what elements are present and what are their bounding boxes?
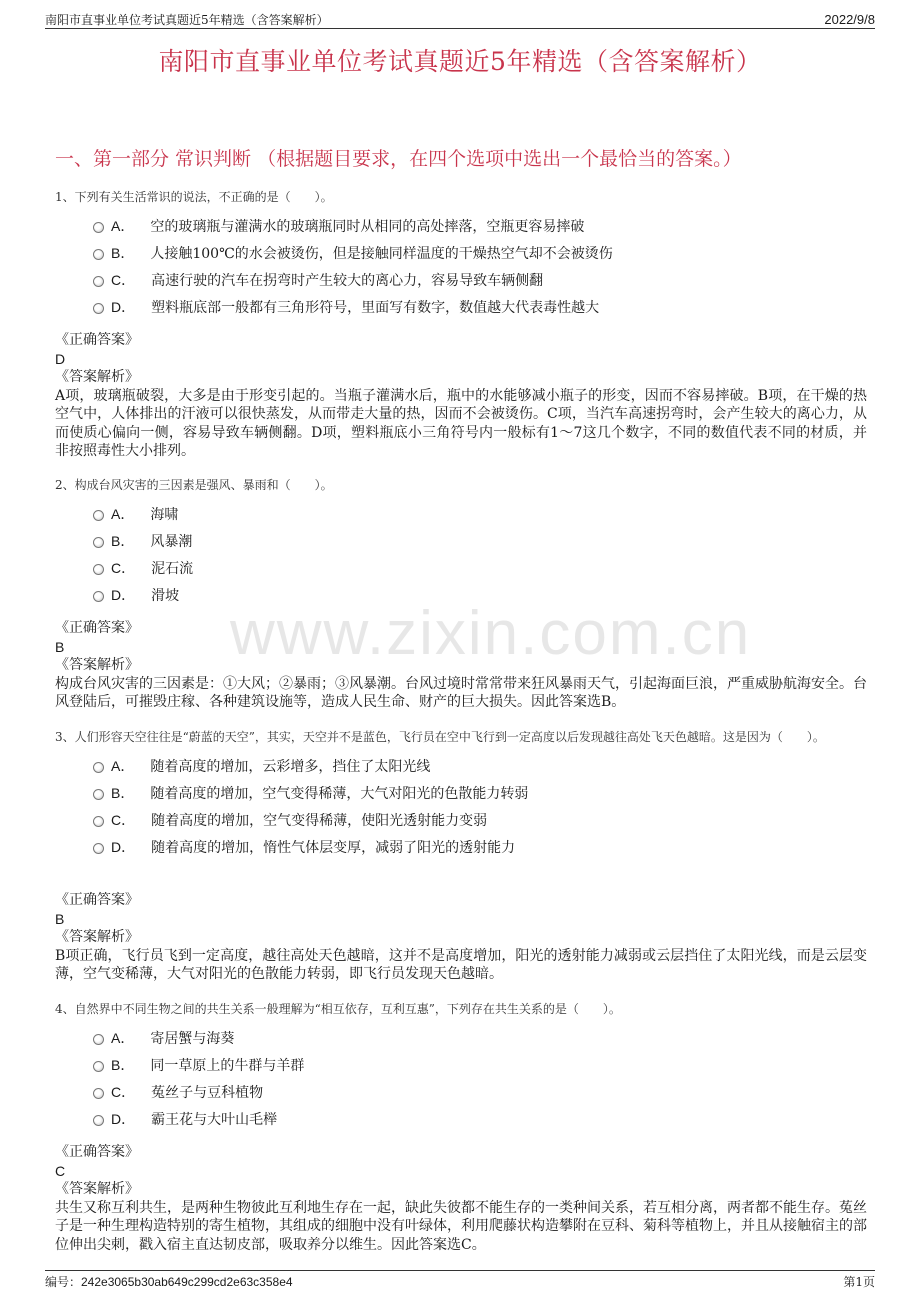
question-1 xyxy=(55,188,867,320)
option-text: 随着高度的增加，空气变得稀薄，使阳光透射能力变弱 xyxy=(151,812,488,829)
explanation-text: 构成台风灾害的三因素是：①大风；②暴雨；③风暴潮。台风过境时常常带来狂风暴雨天气，引起海面巨浪，严重威胁航海安全。台风登陆后，可摧毁庄稼、各种建筑设施等，造成人民生命、财产的巨大损失。因此答案选B。 xyxy=(55,675,867,710)
option-d[interactable] xyxy=(55,1105,867,1132)
option-text: 滑坡 xyxy=(151,587,180,604)
option-d[interactable] xyxy=(55,293,867,320)
option-letter: C． xyxy=(111,271,136,288)
question-2 xyxy=(55,476,867,608)
option-b[interactable] xyxy=(55,1051,867,1078)
answer-label: 《正确答案》 xyxy=(55,332,139,348)
radio-icon[interactable] xyxy=(93,816,104,827)
explanation-label: 《答案解析》 xyxy=(55,657,139,673)
answer-label: 《正确答案》 xyxy=(55,892,139,908)
explanation-label: 《答案解析》 xyxy=(55,1181,139,1197)
option-letter: A． xyxy=(111,505,135,522)
option-a[interactable] xyxy=(55,500,867,527)
radio-icon[interactable] xyxy=(93,537,104,548)
explanation-text: 共生又称互利共生，是两种生物彼此互利地生存在一起，缺此失彼都不能生存的一类种间关系，若互相分离，两者都不能生存。菟丝子是一种生理构造特别的寄生植物，其组成的细胞中没有叶绿体，利用爬藤状构造攀附在豆科、菊科等植物上，并且从接触宿主的部位伸出尖刺，戳入宿主直达韧皮部，吸取养分以维生。因此答案选C。 xyxy=(55,1199,867,1253)
radio-icon[interactable] xyxy=(93,564,104,575)
radio-icon[interactable] xyxy=(93,1061,104,1072)
question-3 xyxy=(55,728,867,860)
section-heading: 一、第一部分 常识判断 （根据题目要求，在四个选项中选出一个最恰当的答案。） xyxy=(55,148,742,170)
option-letter: B． xyxy=(111,784,135,801)
option-letter: D． xyxy=(111,838,136,855)
radio-icon[interactable] xyxy=(93,510,104,521)
radio-icon[interactable] xyxy=(93,1115,104,1126)
radio-icon[interactable] xyxy=(93,591,104,602)
correct-answer: B xyxy=(55,910,65,927)
answer-2 xyxy=(55,619,867,712)
option-c[interactable] xyxy=(55,554,867,581)
option-text: 菟丝子与豆科植物 xyxy=(151,1084,264,1101)
radio-icon[interactable] xyxy=(93,222,104,233)
option-text: 霸王花与大叶山毛榉 xyxy=(151,1111,278,1128)
option-d[interactable] xyxy=(55,581,867,608)
option-letter: D． xyxy=(111,586,136,603)
question-stem: 4、自然界中不同生物之间的共生关系一般理解为“相互依存，互利互惠”，下列存在共生关系的是（ ）。 xyxy=(55,1002,621,1016)
answer-3 xyxy=(55,891,867,984)
option-list xyxy=(55,1024,867,1132)
option-letter: C． xyxy=(111,559,136,576)
radio-icon[interactable] xyxy=(93,1034,104,1045)
option-text: 同一草原上的牛群与羊群 xyxy=(150,1057,305,1074)
radio-icon[interactable] xyxy=(93,249,104,260)
option-text: 随着高度的增加，云彩增多，挡住了太阳光线 xyxy=(150,758,431,775)
option-list xyxy=(55,500,867,608)
option-list xyxy=(55,212,867,320)
page-number: 第1页 xyxy=(843,1275,875,1289)
explanation-text: B项正确，飞行员飞到一定高度，越往高处天色越暗，这并不是高度增加，阳光的透射能力减弱或云层挡住了太阳光线，而是云层变薄，空气变稀薄，大气对阳光的色散能力转弱，即飞行员发现天色越暗。 xyxy=(55,947,867,982)
explanation-label: 《答案解析》 xyxy=(55,369,139,385)
page-header xyxy=(45,8,875,29)
question-4 xyxy=(55,1000,867,1132)
radio-icon[interactable] xyxy=(93,843,104,854)
option-letter: C． xyxy=(111,1083,136,1100)
question-stem: 1、下列有关生活常识的说法，不正确的是（ ）。 xyxy=(55,190,333,204)
radio-icon[interactable] xyxy=(93,789,104,800)
answer-4 xyxy=(55,1143,867,1254)
option-letter: B． xyxy=(111,1056,135,1073)
answer-1 xyxy=(55,331,867,461)
option-d[interactable] xyxy=(55,833,867,860)
radio-icon[interactable] xyxy=(93,276,104,287)
answer-label: 《正确答案》 xyxy=(55,620,139,636)
question-stem: 3、人们形容天空往往是“蔚蓝的天空”，其实，天空并不是蓝色，飞行员在空中飞行到一定高度以后发现越往高处飞天色越暗。这是因为（ ）。 xyxy=(55,730,825,744)
option-letter: D． xyxy=(111,1110,136,1127)
option-text: 塑料瓶底部一般都有三角形符号，里面写有数字，数值越大代表毒性越大 xyxy=(151,299,600,316)
option-letter: B． xyxy=(111,244,135,261)
document-code: 编号：242e3065b30ab649c299cd2e63c358e4 xyxy=(45,1275,293,1289)
option-list xyxy=(55,752,867,860)
header-date: 2022/9/8 xyxy=(824,12,875,27)
header-doc-name: 南阳市直事业单位考试真题近5年精选（含答案解析） xyxy=(45,13,329,27)
option-c[interactable] xyxy=(55,1078,867,1105)
option-letter: A． xyxy=(111,217,135,234)
radio-icon[interactable] xyxy=(93,762,104,773)
option-a[interactable] xyxy=(55,1024,867,1051)
explanation-text: A项，玻璃瓶破裂，大多是由于形变引起的。当瓶子灌满水后，瓶中的水能够减小瓶子的形变，因而不容易摔破。B项，在干燥的热空气中，人体排出的汗液可以很快蒸发，从而带走大量的热，因而不会被烫伤。C项，当汽车高速拐弯时，会产生较大的离心力，从而使质心偏向一侧，容易导致车辆侧翻。D项，塑料瓶底小三角符号内一般标有1～7这几个数字，不同的数值代表不同的材质，并非按照毒性大小排列。 xyxy=(55,387,867,459)
radio-icon[interactable] xyxy=(93,1088,104,1099)
option-text: 海啸 xyxy=(150,506,179,523)
option-letter: A． xyxy=(111,757,135,774)
option-text: 寄居蟹与海葵 xyxy=(150,1030,235,1047)
option-text: 空的玻璃瓶与灌满水的玻璃瓶同时从相同的高处摔落，空瓶更容易摔破 xyxy=(150,218,585,235)
option-c[interactable] xyxy=(55,806,867,833)
document-title: 南阳市直事业单位考试真题近5年精选（含答案解析） xyxy=(158,47,762,76)
option-text: 泥石流 xyxy=(151,560,194,577)
option-a[interactable] xyxy=(55,752,867,779)
answer-label: 《正确答案》 xyxy=(55,1144,139,1160)
option-text: 高速行驶的汽车在拐弯时产生较大的离心力，容易导致车辆侧翻 xyxy=(151,272,544,289)
option-a[interactable] xyxy=(55,212,867,239)
correct-answer: D xyxy=(55,350,66,367)
option-text: 风暴潮 xyxy=(150,533,193,550)
correct-answer: C xyxy=(55,1162,66,1179)
correct-answer: B xyxy=(55,638,65,655)
option-text: 随着高度的增加，惰性气体层变厚，减弱了阳光的透射能力 xyxy=(151,839,516,856)
option-text: 随着高度的增加，空气变得稀薄，大气对阳光的色散能力转弱 xyxy=(150,785,529,802)
option-letter: C． xyxy=(111,811,136,828)
option-letter: B． xyxy=(111,532,135,549)
option-text: 人接触100℃的水会被烫伤，但是接触同样温度的干燥热空气却不会被烫伤 xyxy=(150,245,613,262)
option-b[interactable] xyxy=(55,527,867,554)
option-b[interactable] xyxy=(55,239,867,266)
watermark: www.zixin.com.cn xyxy=(230,599,752,668)
page-footer xyxy=(45,1270,875,1291)
option-letter: A． xyxy=(111,1029,135,1046)
explanation-label: 《答案解析》 xyxy=(55,929,139,945)
question-stem: 2、构成台风灾害的三因素是强风、暴雨和（ ）。 xyxy=(55,478,333,492)
option-letter: D． xyxy=(111,298,136,315)
radio-icon[interactable] xyxy=(93,303,104,314)
option-b[interactable] xyxy=(55,779,867,806)
option-c[interactable] xyxy=(55,266,867,293)
